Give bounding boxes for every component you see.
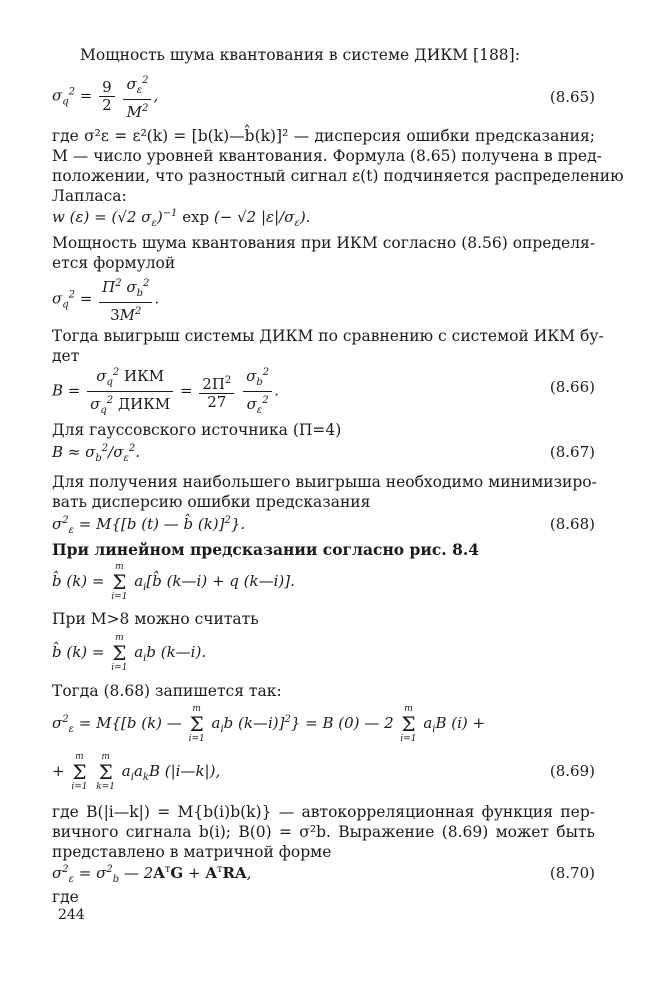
text-line: где xyxy=(52,888,79,906)
equation-number: (8.67) xyxy=(549,443,595,461)
equation-pcm-noise: $\sigma_q^2$ = $\frac{\Pi^2 \sigma_b^2}{3M^2}$ . xyxy=(52,275,159,324)
equation-8-69-part2: + m Σ i=1 m Σ k=1 $a_ia_kB$ (|i—k|), xyxy=(52,752,221,792)
text-line: При M>8 можно считать xyxy=(52,610,259,628)
text-line: Тогда выигрыш системы ДИКМ по сравнению с системой ИКМ бу- xyxy=(52,327,604,345)
equation-8-65: $\sigma_q^2$ = $\frac{9}{2}$ $\frac{\sigma_\varepsilon^2}{M^2}$ , xyxy=(52,72,158,121)
text-line: представлено в матричной форме xyxy=(52,843,332,861)
text-line: ется формулой xyxy=(52,254,176,272)
page-number: 244 xyxy=(58,907,85,923)
text-line: Мощность шума квантования при ИКМ согласно (8.56) определя- xyxy=(52,234,596,252)
text-line: При линейном предсказании согласно рис. 8.4 xyxy=(52,540,480,559)
equation-8-68: $\sigma^2_\varepsilon = M\{[b$ (t) — b̂ (k)]$^2$}. xyxy=(52,515,246,536)
equation-laplace: w (ε) = (√2 $\sigma_\varepsilon)^{-1}$ exp (− √2 $|\varepsilon|/\sigma_\varepsilon$). xyxy=(52,208,311,229)
equation-8-66: B = $\frac{\sigma_q^2 ИКМ}{\sigma_q^2 ДИКМ}$ = $\frac{2\Pi^2}{27}$ $\frac{\sigma_b^2}{\sigma_\varepsilon^2}$ . xyxy=(52,364,279,419)
equation-number: (8.68) xyxy=(549,515,595,533)
equation-number: (8.70) xyxy=(549,864,595,882)
equation-8-69-part1: $\sigma^2_\varepsilon = M\{[b$ (k) — m Σ i=1 $a_ib$ (k—i)]$^2$} = B (0) — 2 m Σ i=1 $a_iB$ (i) + xyxy=(52,704,486,744)
equation-number: (8.69) xyxy=(549,762,595,780)
text-line: где B(|i—k|) = M{b(i)b(k)} — автокорреляционная функция пер- xyxy=(52,803,595,821)
text-line: где σ²ε = ε²(k) = [b(k)—b̂(k)]² — дисперсия ошибки предсказания; xyxy=(52,127,595,145)
equation-linear-prediction: b̂ (k) = m Σ i=1 $a_i[b̂$ (k—i) + q (k—i)]. xyxy=(52,562,295,602)
text-line: вичного сигнала b(i); B(0) = σ²b. Выражение (8.69) может быть xyxy=(52,823,595,841)
text-line: Мощность шума квантования в системе ДИКМ [188]: xyxy=(80,46,520,64)
text-line: Для гауссовского источника (Π=4) xyxy=(52,421,342,439)
equation-approximation: b̂ (k) = m Σ i=1 $a_ib$ (k—i). xyxy=(52,633,207,673)
equation-8-67: $B \approx \sigma_b^2/\sigma_\varepsilon^2$. xyxy=(52,443,140,464)
text-line: Тогда (8.68) запишется так: xyxy=(52,682,282,700)
text-line: дет xyxy=(52,347,80,365)
equation-number: (8.66) xyxy=(549,378,595,396)
text-line: положении, что разностный сигнал ε(t) подчиняется распределению xyxy=(52,167,624,185)
text-line: вать дисперсию ошибки предсказания xyxy=(52,493,371,511)
text-line: Лапласа: xyxy=(52,187,127,205)
text-line: Для получения наибольшего выигрыша необходимо минимизиро- xyxy=(52,473,597,491)
equation-number: (8.65) xyxy=(549,88,595,106)
text-line: M — число уровней квантования. Формула (8.65) получена в пред- xyxy=(52,147,602,165)
equation-8-70: $\sigma^2_\varepsilon = \sigma^2_b$ — $2A^тG + A^тRA$, xyxy=(52,864,252,885)
